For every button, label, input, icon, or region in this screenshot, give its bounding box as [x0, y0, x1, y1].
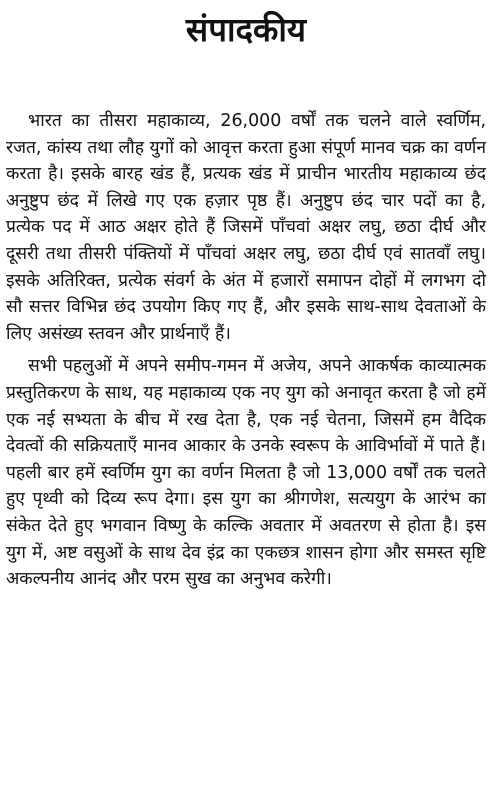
page-title: संपादकीय	[185, 10, 307, 49]
paragraph-2: सभी पहलुओं में अपने समीप-गमन में अजेय, अपने आकर्षक काव्यात्मक प्रस्तुतिकरण के साथ, यह महाकाव्य एक नए युग को अनावृत करता है जो हमें एक नई सभ्यता के बीच में रख देता है, एक नई चेतना, जिसमें हम वैदिक देवत्वों की सक्रियताएँ मानव आकार के उनके स्वरूप के आविर्भावों में पाते हैं। पहली बार हमें स्वर्णिम युग का वर्णन मिलता है जो 13,000 वर्षों तक चलते हुए पृथ्वी को दिव्य रूप देगा। इस युग का श्रीगणेश, सत्ययुग के आरंभ का संकेत देते हुए भगवान विष्णु के कल्कि अवतार में अवतरण से होता है। इस युग में, अष्ट वसुओं के साथ देव इंद्र का एकछत्र शासन होगा और समस्त सृष्टि अकल्पनीय आनंद और परम सुख का अनुभव करेगी।	[6, 356, 486, 590]
paragraph-1: भारत का तीसरा महाकाव्य, 26,000 वर्षों तक चलने वाले स्वर्णिम, रजत, कांस्य तथा लौह युगों को आवृत्त करता हुआ संपूर्ण मानव चक्र का वर्णन करता है। इसके बारह खंड हैं, प्रत्यक खंड में प्राचीन भारतीय महाकाव्य छंद अनुष्टुप छंद में लिखे गए एक हज़ार पृष्ठ हैं। अनुष्टुप छंद चार पदों का है, प्रत्येक पद में आठ अक्षर होते हैं जिसमें पाँचवां अक्षर लघु, छठा दीर्घ और दूसरी तथा तीसरी पंक्तियों में पाँचवां अक्षर लघु, छठा दीर्घ एवं सातवाँ लघु। इसके अतिरिक्त, प्रत्येक संवर्ग के अंत में हजारों समापन दोहों में लगभग दो सौ सत्तर विभिन्न छंद उपयोग किए गए हैं, और इसके साथ-साथ देवताओं के लिए असंख्य स्तवन और प्रार्थनाएँ हैं।	[6, 111, 486, 344]
editorial-body	[6, 108, 486, 593]
